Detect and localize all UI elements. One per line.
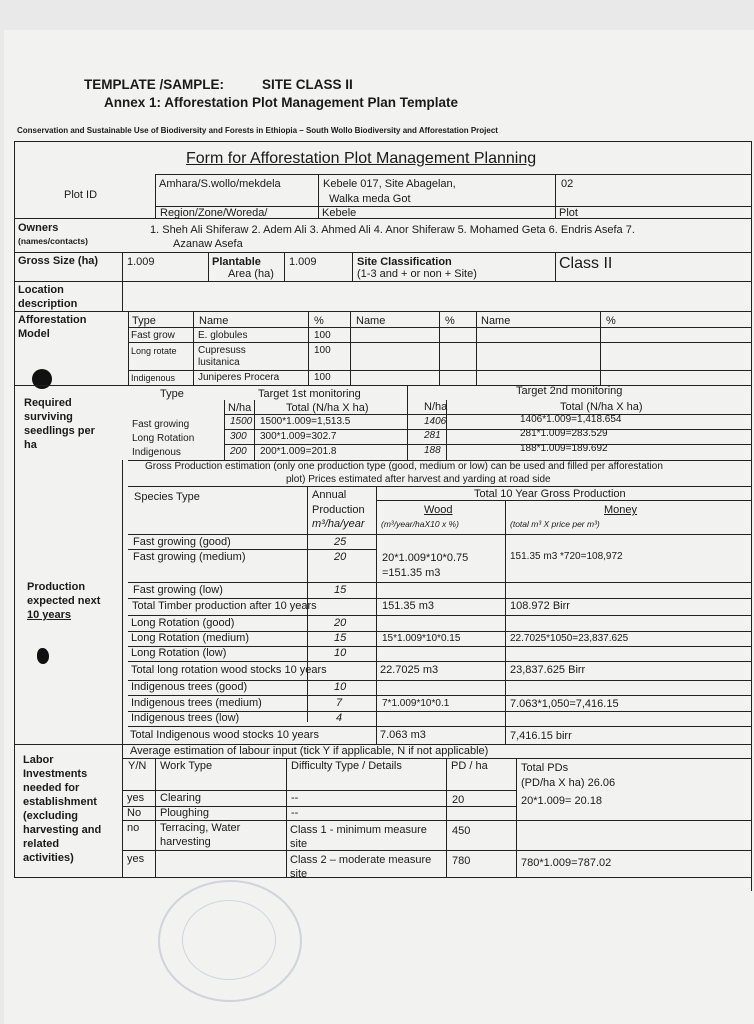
production-note: Gross Production estimation (only one production type (good, medium or low) can be used and filled per afforestation xyxy=(145,461,663,472)
labor-label-4: establishment xyxy=(23,796,97,808)
lr-good-label: Long Rotation (good) xyxy=(131,617,235,629)
ind-low-annual: 4 xyxy=(336,712,343,724)
ind-good-label: Indigenous trees (good) xyxy=(131,681,248,693)
location-label: Location xyxy=(18,284,64,296)
labor-row-yn: yes xyxy=(127,792,145,804)
model-row-name: E. globules xyxy=(198,330,248,341)
plot-value: 02 xyxy=(561,178,574,190)
model-row-pct: 100 xyxy=(314,330,331,341)
site-class-title: SITE CLASS II xyxy=(262,77,353,92)
ind-total-wood: 7.063 m3 xyxy=(380,729,426,741)
lr-total-wood: 22.7025 m3 xyxy=(380,664,439,676)
ind-medium-money: 7.063*1,050=7,416.15 xyxy=(510,698,619,710)
production-label-3: 10 years xyxy=(27,609,72,621)
labor-row-yn: No xyxy=(127,807,142,819)
model-row-type: Fast grow xyxy=(131,330,175,341)
fg-medium-money: 151.35 m3 *720=108,972 xyxy=(510,551,623,562)
ind-total-label: Total Indigenous wood stocks 10 years xyxy=(130,729,319,741)
labor-row-diff-2: site xyxy=(290,868,308,880)
seedling-row-n2: 1406 xyxy=(424,416,447,427)
model-row-type: Long rotate xyxy=(131,346,177,356)
ind-good-annual: 10 xyxy=(334,681,347,693)
model-col-type: Type xyxy=(132,315,156,327)
site-class-value: Class II xyxy=(559,255,613,272)
fg-good-label: Fast growing (good) xyxy=(133,536,231,548)
labor-label-3: needed for xyxy=(23,782,80,794)
labor-row-total: 780*1.009=787.02 xyxy=(521,857,612,869)
model-row-type: Indigenous xyxy=(131,373,176,383)
annex-title: Annex 1: Afforestation Plot Management Plan Template xyxy=(104,95,459,110)
labor-row-work: Terracing, Water xyxy=(160,822,241,834)
region-label: Region/Zone/Woreda/ xyxy=(160,207,268,219)
gross-size-label: Gross Size (ha) xyxy=(18,255,99,267)
seedling-row-t1: 1500*1.009=1,513.5 xyxy=(260,416,351,427)
labor-label: Labor xyxy=(23,754,54,766)
production-label: Production xyxy=(27,581,86,593)
region-value: Amhara/S.wollo/mekdela xyxy=(159,178,281,190)
labor-row-total: 20*1.009= 20.18 xyxy=(521,795,603,807)
kebele-value: Kebele 017, Site Abagelan, xyxy=(323,178,456,190)
ind-low-label: Indigenous trees (low) xyxy=(131,712,240,724)
labor-label-5: (excluding xyxy=(23,810,79,822)
official-stamp-inner xyxy=(182,900,276,980)
timber-total-money: 108.972 Birr xyxy=(510,600,570,612)
fg-medium-annual: 20 xyxy=(334,551,347,563)
annual-header-2: Production xyxy=(312,504,365,516)
seedling-row-t2: 281*1.009=283.529 xyxy=(520,428,608,439)
labor-col-total-2: (PD/ha X ha) 26.06 xyxy=(521,777,616,789)
model-row-name-2: lusitanica xyxy=(198,357,240,368)
plantable-label: Plantable xyxy=(212,256,261,268)
project-line: Conservation and Sustainable Use of Biodiversity and Forests in Ethiopia – South Wollo Biodiversity and Afforestation Project xyxy=(17,126,498,135)
labor-row-pd: 780 xyxy=(452,855,471,867)
money-header: Money xyxy=(604,504,638,516)
model-row-name: Cupresuss xyxy=(198,345,246,356)
seedling-row-n1: 200 xyxy=(230,446,247,457)
seedling-row-type: Fast growing xyxy=(132,419,190,430)
fg-low-annual: 15 xyxy=(334,584,347,596)
seedlings-label-3: seedlings per xyxy=(24,425,95,437)
seedling-row-n1: 300 xyxy=(230,431,247,442)
seedlings-label: Required xyxy=(24,397,72,409)
seedling-row-t2: 1406*1.009=1,418.654 xyxy=(520,414,622,425)
model-col-name-3: Name xyxy=(481,315,511,327)
ind-total-money: 7,416.15 birr xyxy=(510,730,572,742)
production-label-2: expected next xyxy=(27,595,101,607)
model-row-pct: 100 xyxy=(314,372,331,383)
labor-row-yn: no xyxy=(127,822,140,834)
seedlings-nha: N/ha xyxy=(228,402,252,414)
labor-row-pd: 20 xyxy=(452,794,465,806)
seedlings-label-4: ha xyxy=(24,439,37,451)
form-title: Form for Afforestation Plot Management Planning xyxy=(186,150,537,167)
model-label: Afforestation xyxy=(18,314,87,326)
plot-label: Plot xyxy=(559,207,578,219)
fg-medium-label: Fast growing (medium) xyxy=(133,551,246,563)
lr-medium-label: Long Rotation (medium) xyxy=(131,632,250,644)
fg-good-annual: 25 xyxy=(334,536,347,548)
labor-row-diff: Class 2 – moderate measure xyxy=(290,854,432,866)
model-col-pct-3: % xyxy=(606,315,616,327)
labor-col-total: Total PDs xyxy=(521,762,569,774)
lr-total-label: Total long rotation wood stocks 10 years xyxy=(131,664,327,676)
labor-col-diff: Difficulty Type / Details xyxy=(291,760,402,772)
fg-medium-wood: 20*1.009*10*0.75 xyxy=(382,552,469,564)
seedlings-label-2: surviving xyxy=(24,411,73,423)
plot-id-label: Plot ID xyxy=(64,189,98,201)
punch-hole-icon xyxy=(32,369,52,389)
plantable-value: 1.009 xyxy=(289,256,317,268)
timber-total-label: Total Timber production after 10 years xyxy=(132,600,317,612)
seedling-row-t1: 300*1.009=302.7 xyxy=(260,431,337,442)
fg-low-label: Fast growing (low) xyxy=(133,584,223,596)
model-col-name-2: Name xyxy=(356,315,386,327)
punch-hole-icon xyxy=(37,648,49,664)
labor-row-pd: 450 xyxy=(452,825,471,837)
kebele-label: Kebele xyxy=(322,207,357,219)
target1-label: Target 1st monitoring xyxy=(258,388,361,400)
template-label: TEMPLATE /SAMPLE: xyxy=(84,77,224,92)
labor-label-6: harvesting and xyxy=(23,824,102,836)
seedlings-total-2: Total (N/ha X ha) xyxy=(560,401,643,413)
labor-col-yn: Y/N xyxy=(128,760,147,772)
lr-low-label: Long Rotation (low) xyxy=(131,647,227,659)
site-class-label-2: (1-3 and + or non + Site) xyxy=(357,268,477,280)
site-class-label: Site Classification xyxy=(357,256,452,268)
labor-row-work: Clearing xyxy=(160,792,201,804)
owners-line-2: Azanaw Asefa xyxy=(173,238,243,250)
annual-header-3: m³/ha/year xyxy=(312,518,365,530)
money-subheader: (total m³ X price per m³) xyxy=(510,519,600,529)
seedling-row-type: Indigenous xyxy=(132,447,181,458)
labor-label-8: activities) xyxy=(23,852,74,864)
ind-medium-label: Indigenous trees (medium) xyxy=(131,697,262,709)
seedlings-nha-2: N/ha xyxy=(424,401,448,413)
kebele-value-2: Walka meda Got xyxy=(329,193,411,205)
model-row-name: Juniperes Procera xyxy=(198,372,280,383)
lr-medium-annual: 15 xyxy=(334,632,347,644)
labor-col-pd: PD / ha xyxy=(451,760,488,772)
timber-total-wood: 151.35 m3 xyxy=(382,600,434,612)
labor-col-work: Work Type xyxy=(160,760,213,772)
labor-row-work-2: harvesting xyxy=(160,836,211,848)
labor-note: Average estimation of labour input (tick Y if applicable, N if not applicable) xyxy=(130,745,489,757)
model-label-2: Model xyxy=(18,328,50,340)
seedling-row-n2: 281 xyxy=(424,430,441,441)
target2-label: Target 2nd monitoring xyxy=(516,385,623,397)
seedlings-total: Total (N/ha X ha) xyxy=(286,402,369,414)
owners-line-1: 1. Sheh Ali Shiferaw 2. Adem Ali 3. Ahmed Ali 4. Anor Shiferaw 5. Mohamed Geta 6. Endris Asefa 7. xyxy=(150,224,635,236)
labor-row-yn: yes xyxy=(127,853,145,865)
lr-medium-wood: 15*1.009*10*0.15 xyxy=(382,633,461,644)
seedling-row-n2: 188 xyxy=(424,445,441,456)
fg-medium-wood-2: =151.35 m3 xyxy=(382,567,441,579)
seedling-row-n1: 1500 xyxy=(230,416,253,427)
annual-header: Annual xyxy=(312,489,347,501)
plantable-label-2: Area (ha) xyxy=(228,268,274,280)
ind-medium-annual: 7 xyxy=(336,697,343,709)
seedling-row-type: Long Rotation xyxy=(132,433,195,444)
seedling-row-t2: 188*1.009=189.692 xyxy=(520,443,608,454)
gross-size-value: 1.009 xyxy=(127,256,155,268)
lr-good-annual: 20 xyxy=(334,617,347,629)
seedling-row-t1: 200*1.009=201.8 xyxy=(260,446,337,457)
wood-subheader: (m³/year/haX10 x %) xyxy=(381,519,459,529)
labor-row-diff: -- xyxy=(291,792,299,804)
labor-row-diff-2: site xyxy=(290,838,308,850)
model-col-name: Name xyxy=(199,315,229,327)
production-note-2: plot) Prices estimated after harvest and yarding at road side xyxy=(286,474,551,485)
total10-header: Total 10 Year Gross Production xyxy=(474,488,626,500)
species-type-header: Species Type xyxy=(134,491,200,503)
ind-medium-wood: 7*1.009*10*0.1 xyxy=(382,698,450,709)
model-col-pct: % xyxy=(314,315,324,327)
labor-row-diff: -- xyxy=(291,807,299,819)
lr-medium-money: 22.7025*1050=23,837.625 xyxy=(510,633,629,644)
model-row-pct: 100 xyxy=(314,345,331,356)
model-col-pct-2: % xyxy=(445,315,455,327)
seedlings-type-label: Type xyxy=(160,388,184,400)
labor-label-7: related xyxy=(23,838,60,850)
owners-label: Owners xyxy=(18,222,59,234)
location-label-2: description xyxy=(18,298,78,310)
labor-label-2: Investments xyxy=(23,768,88,780)
labor-row-diff: Class 1 - minimum measure xyxy=(290,824,427,836)
owners-sublabel: (names/contacts) xyxy=(18,236,88,246)
lr-low-annual: 10 xyxy=(334,647,347,659)
wood-header: Wood xyxy=(424,504,453,516)
lr-total-money: 23,837.625 Birr xyxy=(510,664,586,676)
labor-row-work: Ploughing xyxy=(160,807,209,819)
